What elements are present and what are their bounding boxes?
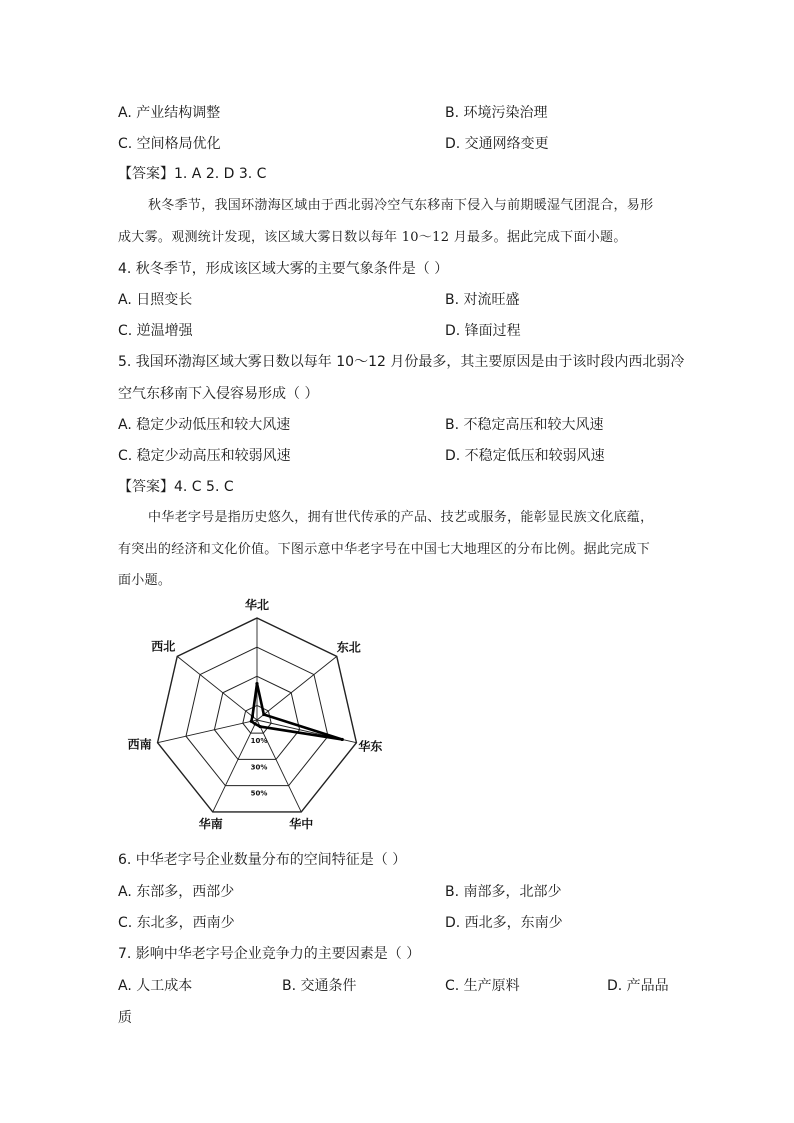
data-point bbox=[255, 682, 258, 685]
axis-label: 华东 bbox=[358, 739, 383, 754]
option-a: A. 稳定少动低压和较大风速 bbox=[118, 417, 291, 433]
passage-line: 中华老字号是指历史悠久，拥有世代传承的产品、技艺或服务，能彰显民族文化底蕴， bbox=[148, 510, 654, 525]
option-a: A. 人工成本 bbox=[118, 978, 193, 994]
ring-label: 50% bbox=[250, 789, 268, 798]
question-stem: 6. 中华老字号企业数量分布的空间特征是（ ） bbox=[118, 852, 407, 868]
option-c: C. 空间格局优化 bbox=[118, 136, 221, 152]
option-c: C. 稳定少动高压和较弱风速 bbox=[118, 448, 291, 464]
option-c: C. 东北多，西南少 bbox=[118, 915, 235, 931]
axis-label: 东北 bbox=[336, 640, 361, 655]
option-b: B. 不稳定高压和较大风速 bbox=[445, 417, 604, 433]
grid-spoke bbox=[158, 720, 257, 743]
passage-line: 成大雾。观测统计发现，该区域大雾日数以每年 10～12 月最多。据此完成下面小题。 bbox=[118, 230, 627, 245]
option-b: B. 南部多，北部少 bbox=[445, 884, 562, 900]
option-b: B. 对流旺盛 bbox=[445, 292, 520, 308]
radar-chart bbox=[127, 598, 400, 840]
question-stem: 5. 我国环渤海区域大雾日数以每年 10～12 月份最多，其主要原因是由于该时段内西北弱冷 bbox=[118, 354, 685, 370]
answer-key-1-3: 【答案】1. A 2. D 3. C bbox=[118, 166, 267, 182]
axis-label: 华北 bbox=[244, 598, 270, 612]
option-d-wrap: 质 bbox=[118, 1010, 132, 1026]
passage-line: 有突出的经济和文化价值。下图示意中华老字号在中国七大地理区的分布比例。据此完成下 bbox=[118, 542, 651, 557]
question-stem: 4. 秋冬季节，形成该区域大雾的主要气象条件是（ ） bbox=[118, 261, 449, 277]
option-d: D. 西北多，东南少 bbox=[445, 915, 563, 931]
option-a: A. 产业结构调整 bbox=[118, 105, 221, 121]
axis-label: 华南 bbox=[198, 816, 223, 831]
option-d: D. 产品品 bbox=[607, 978, 669, 994]
passage-line: 秋冬季节，我国环渤海区域由于西北弱冷空气东移南下侵入与前期暖湿气团混合，易形 bbox=[148, 198, 654, 213]
passage-line: 面小题。 bbox=[118, 573, 172, 588]
data-point bbox=[250, 720, 253, 723]
option-c: C. 生产原料 bbox=[445, 978, 520, 994]
option-d: D. 不稳定低压和较弱风速 bbox=[445, 448, 605, 464]
data-point bbox=[251, 715, 254, 718]
data-point bbox=[341, 738, 344, 741]
option-a: A. 东部多，西部少 bbox=[118, 884, 235, 900]
option-b: B. 交通条件 bbox=[282, 978, 357, 994]
option-b: B. 环境污染治理 bbox=[445, 105, 548, 121]
option-c: C. 逆温增强 bbox=[118, 323, 193, 339]
axis-label: 西北 bbox=[151, 639, 176, 654]
data-point bbox=[254, 722, 257, 725]
question-stem: 7. 影响中华老字号企业竞争力的主要因素是（ ） bbox=[118, 946, 421, 962]
question-stem-cont: 空气东移南下入侵容易形成（ ） bbox=[118, 386, 319, 402]
option-d: D. 锋面过程 bbox=[445, 323, 521, 339]
data-point bbox=[259, 725, 262, 728]
axis-label: 华中 bbox=[289, 816, 314, 831]
option-d: D. 交通网络变更 bbox=[445, 136, 549, 152]
option-a: A. 日照变长 bbox=[118, 292, 193, 308]
axis-label: 西南 bbox=[127, 737, 152, 752]
ring-label: 30% bbox=[250, 763, 268, 772]
ring-label: 10% bbox=[250, 737, 268, 746]
data-point bbox=[262, 713, 265, 716]
answer-key-4-5: 【答案】4. C 5. C bbox=[118, 479, 234, 495]
